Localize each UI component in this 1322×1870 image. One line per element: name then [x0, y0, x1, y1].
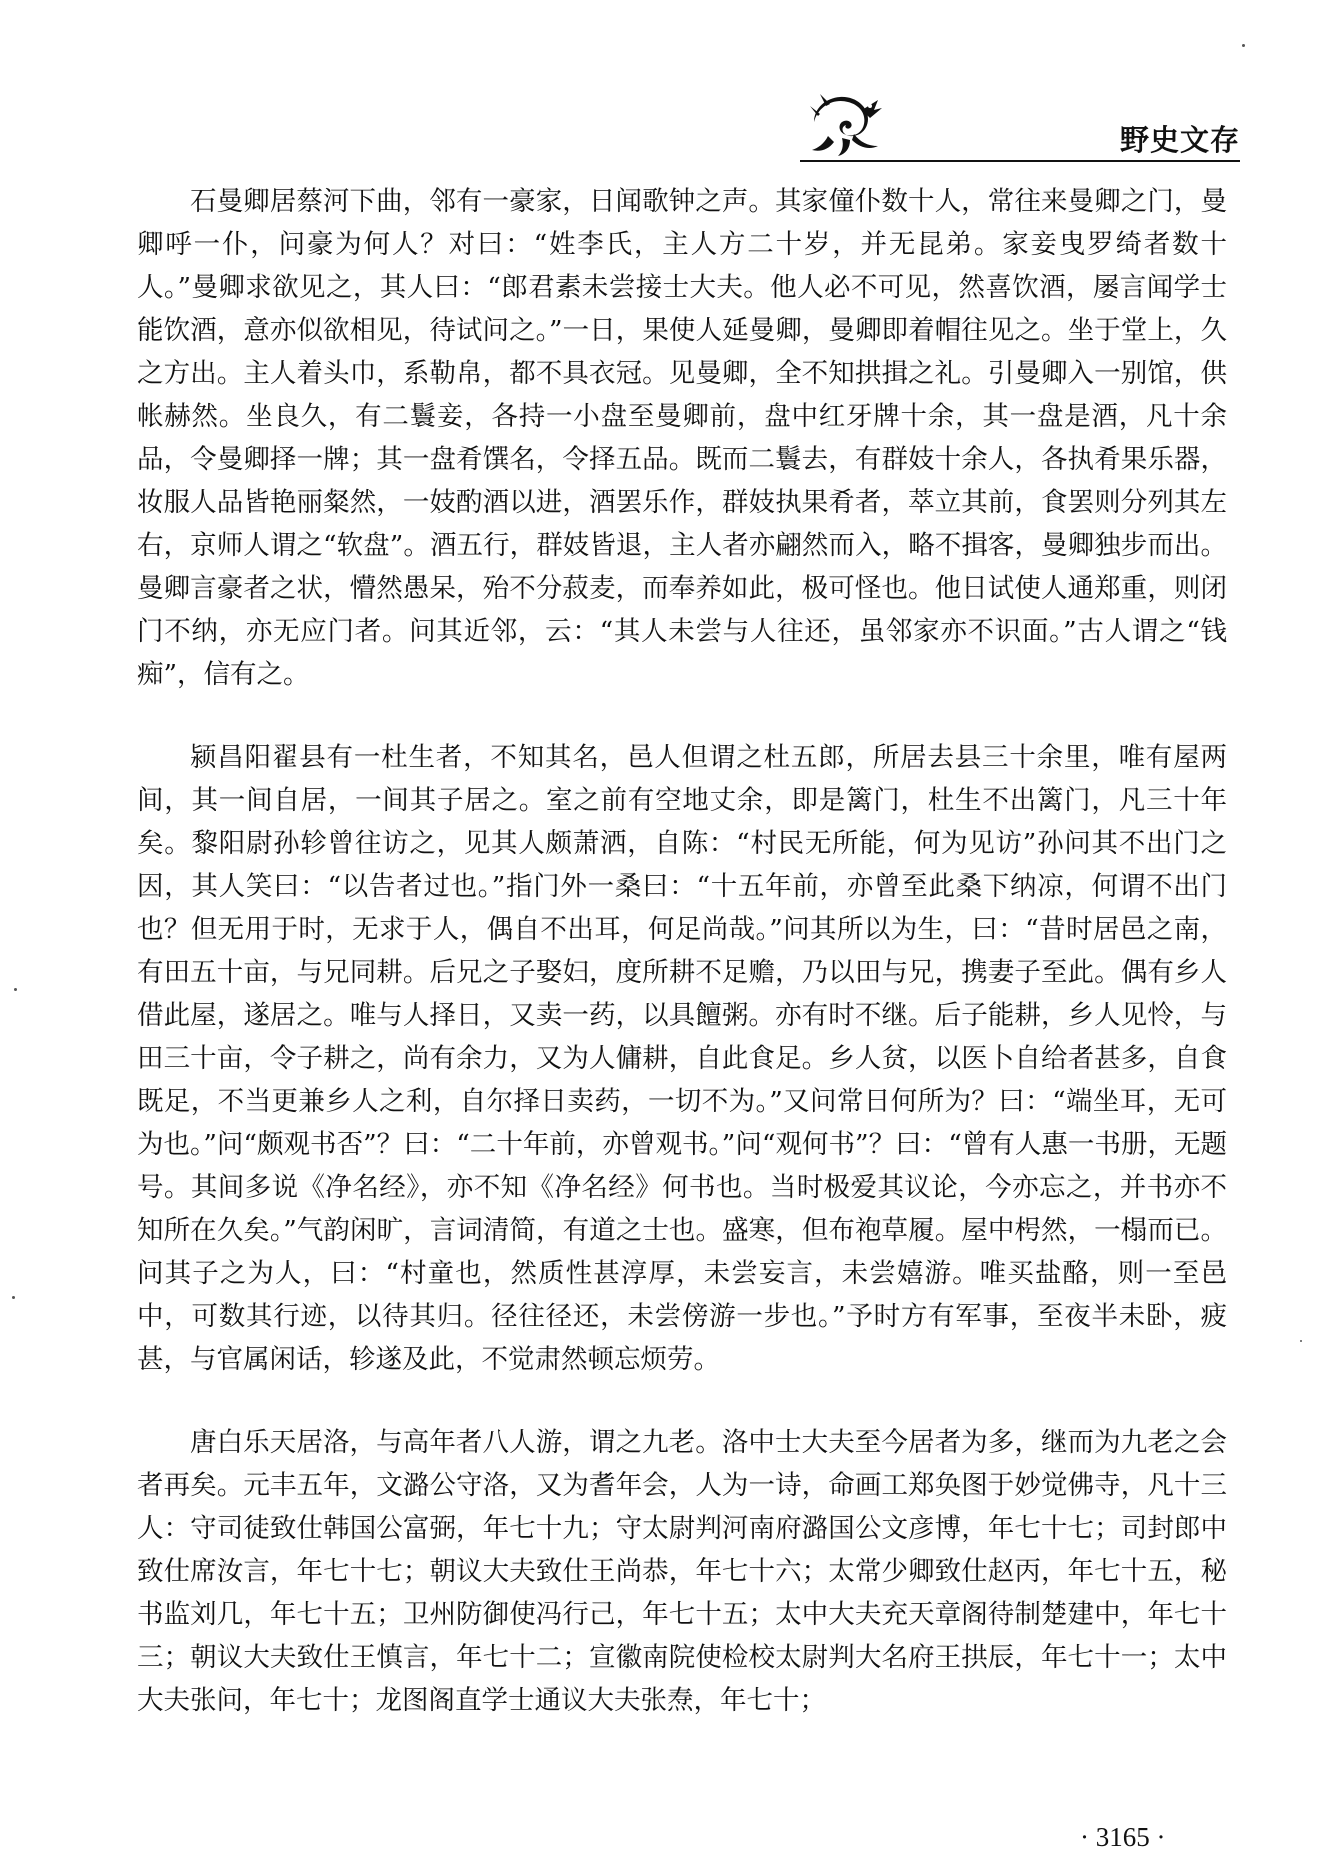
scan-speck [1242, 44, 1245, 47]
paragraph-shi-manqing: 石曼卿居蔡河下曲，邻有一豪家，日闻歌钟之声。其家僮仆数十人，常往来曼卿之门，曼卿呼一仆，问豪为何人？对曰：“姓李氏，主人方二十岁，并无昆弟。家妾曳罗绮者数十人。”曼卿求欲见之，其人曰：“郎君素未尝接士大夫。他人必不可见，然喜饮酒，屡言闻学士能饮酒，意亦似欲相见，待试问之。”一日，果使人延曼卿，曼卿即着帽往见之。坐于堂上，久之方出。主人着头巾，系勒帛，都不具衣冠。见曼卿，全不知拱揖之礼。引曼卿入一别馆，供帐赫然。坐良久，有二鬟妾，各持一小盘至曼卿前，盘中红牙牌十余，其一盘是酒，凡十余品，令曼卿择一牌；其一盘肴馔名，令择五品。既而二鬟去，有群妓十余人，各执肴果乐器，妆服人品皆艳丽粲然，一妓酌酒以进，酒罢乐作，群妓执果肴者，萃立其前，食罢则分列其左右，京师人谓之“软盘”。酒五行，群妓皆退，主人者亦翩然而入，略不揖客，曼卿独步而出。曼卿言豪者之状，懵然愚呆，殆不分菽麦，而奉养如此，极可怪也。他日试使人通郑重，则闭门不纳，亦无应门者。问其近邻，云：“其人未尝与人往还，虽邻家亦不识面。”古人谓之“钱痴”，信有之。 [137, 186, 1227, 690]
page-number: · 3165 · [1080, 1822, 1166, 1852]
paragraph-du-wulang: 颍昌阳翟县有一杜生者，不知其名，邑人但谓之杜五郎，所居去县三十余里，唯有屋两间，其一间自居，一间其子居之。室之前有空地丈余，即是篱门，杜生不出篱门，凡三十年矣。黎阳尉孙轸曾往访之，见其人颇萧洒，自陈：“村民无所能，何为见访”孙问其不出门之因，其人笑曰：“以告者过也。”指门外一桑曰：“十五年前，亦曾至此桑下纳凉，何谓不出门也？但无用于时，无求于人，偶自不出耳，何足尚哉。”问其所以为生，曰：“昔时居邑之南，有田五十亩，与兄同耕。后兄之子娶妇，度所耕不足赡，乃以田与兄，携妻子至此。偶有乡人借此屋，遂居之。唯与人择日，又卖一药，以具饘粥。亦有时不继。后子能耕，乡人见怜，与田三十亩，令子耕之，尚有余力，又为人傭耕，自此食足。乡人贫，以医卜自给者甚多，自食既足，不当更兼乡人之利，自尔择日卖药，一切不为。”又问常日何所为？曰：“端坐耳，无可为也。”问“颇观书否”？曰：“二十年前，亦曾观书。”问“观何书”？曰：“曾有人惠一书册，无题号。其间多说《净名经》，亦不知《净名经》何书也。当时极爱其议论，今亦忘之，并书亦不知所在久矣。”气韵闲旷，言词清简，有道之士也。盛寒，但布袍草履。屋中枵然，一榻而已。问其子之为人，曰：“村童也，然质性甚淳厚，未尝妄言，未尝嬉游。唯买盐酪，则一至邑中，可数其行迹，以待其归。径往径还，未尝傍游一步也。”予时方有军事，至夜半未卧，疲甚，与官属闲话，轸遂及此，不觉肃然顿忘烦劳。 [137, 742, 1227, 1375]
scan-speck [14, 988, 17, 991]
header-rule [800, 160, 1240, 162]
running-header-title: 野史文存 [1119, 123, 1240, 157]
paragraph-nine-elders: 唐白乐天居洛，与高年者八人游，谓之九老。洛中士大夫至今居者为多，继而为九老之会者再矣。元丰五年，文潞公守洛，又为耆年会，人为一诗，命画工郑奂图于妙觉佛寺，凡十三人：守司徒致仕韩国公富弼，年七十九；守太尉判河南府潞国公文彦博，年七十七；司封郎中致仕席汝言，年七十七；朝议大夫致仕王尚恭，年七十六；太常少卿致仕赵丙，年七十五，秘书监刘几，年七十五；卫州防御使冯行己，年七十五；太中大夫充天章阁待制楚建中，年七十三；朝议大夫致仕王慎言，年七十二；宣徽南院使检校太尉判大名府王拱辰，年七十一；太中大夫张问，年七十；龙图阁直学士通议大夫张焘，年七十； [137, 1427, 1227, 1716]
dragon-emblem-icon [808, 92, 884, 160]
scan-speck [1300, 1340, 1302, 1342]
body-text [137, 180, 1227, 1722]
scan-speck [12, 1296, 15, 1299]
